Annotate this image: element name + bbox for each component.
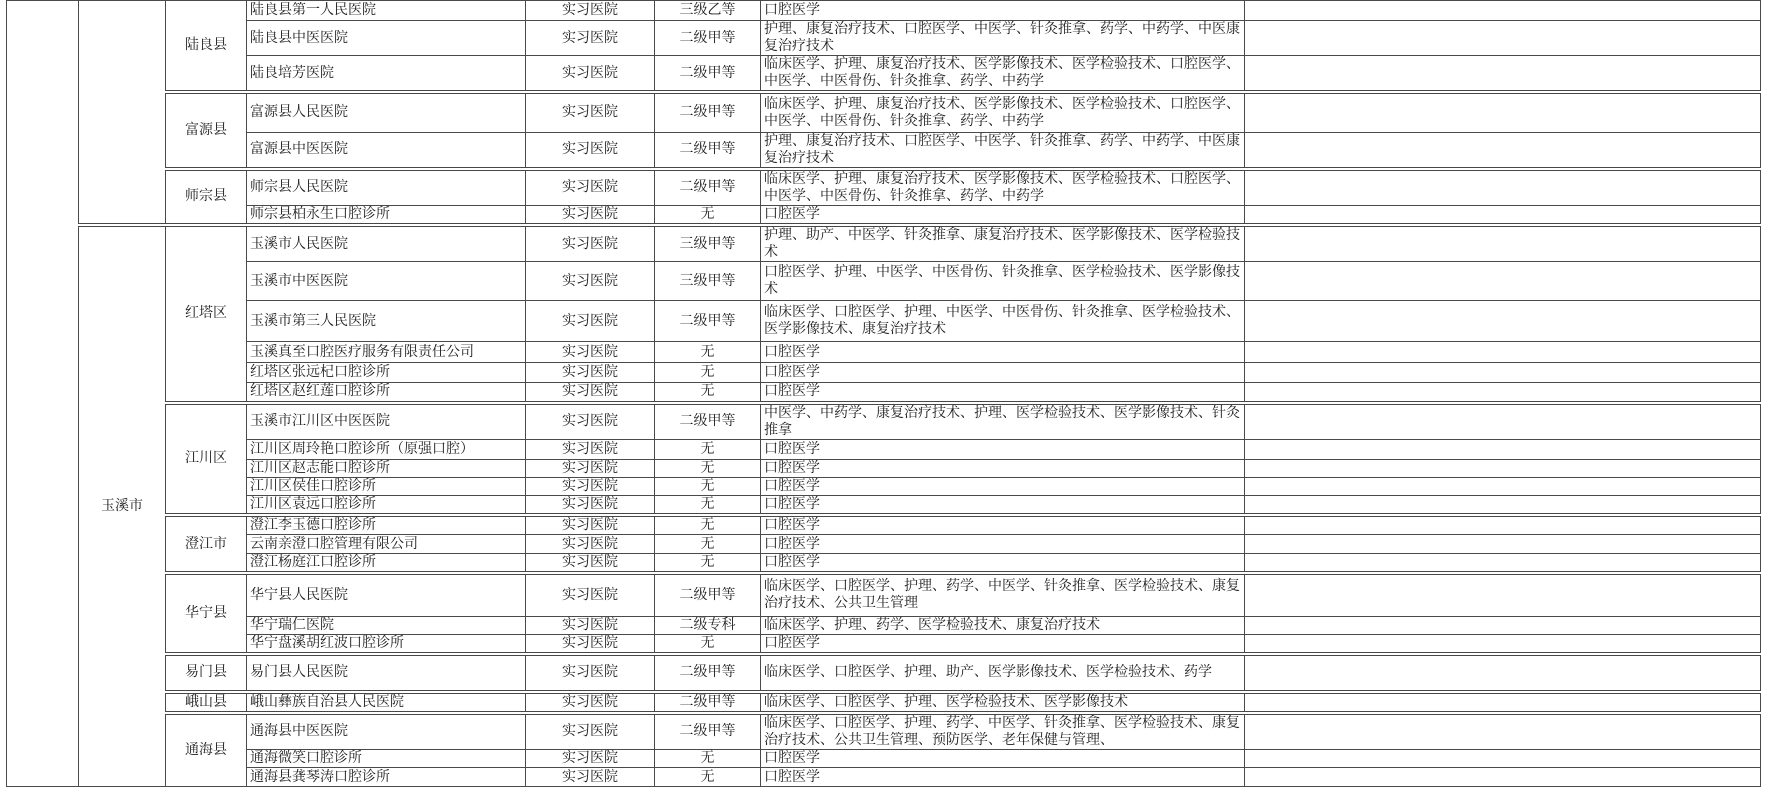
hospital-grade-cell: 无 (655, 363, 761, 383)
hospital-type-cell: 实习医院 (526, 92, 655, 132)
hospital-name-cell: 陆良县中医医院 (247, 21, 526, 56)
notes-cell (1245, 478, 1761, 496)
hospital-type-cell: 实习医院 (526, 750, 655, 768)
table-row (7, 262, 1761, 301)
table-row (7, 440, 1761, 460)
hospital-majors-cell: 临床医学、口腔医学、护理、药学、中医学、针灸推拿、医学检验技术、康复治疗技术、公共卫生管理 (761, 573, 1245, 616)
hospital-type-cell: 实习医院 (526, 403, 655, 440)
hospital-majors-cell: 护理、助产、中医学、针灸推拿、康复治疗技术、医学影像技术、医学检验技术 (761, 225, 1245, 262)
hospital-name-cell: 澄江杨庭江口腔诊所 (247, 554, 526, 574)
hospital-majors-cell: 口腔医学 (761, 363, 1245, 383)
table-row (7, 616, 1761, 634)
hospital-majors-cell: 口腔医学 (761, 634, 1245, 654)
hospital-grade-cell: 无 (655, 383, 761, 403)
table-row (7, 654, 1761, 692)
hospital-grade-cell: 二级甲等 (655, 132, 761, 169)
hospital-grade-cell: 无 (655, 460, 761, 478)
notes-cell (1245, 634, 1761, 654)
county-cell: 华宁县 (166, 573, 247, 654)
table-row (7, 205, 1761, 225)
hospital-name-cell: 江川区袁远口腔诊所 (247, 496, 526, 516)
province-cell (7, 1, 79, 787)
hospital-type-cell: 实习医院 (526, 1, 655, 21)
hospital-majors-cell: 口腔医学 (761, 1, 1245, 21)
notes-cell (1245, 1, 1761, 21)
notes-cell (1245, 713, 1761, 750)
hospital-accreditation-table (6, 0, 1761, 787)
hospital-grade-cell: 三级乙等 (655, 1, 761, 21)
hospital-name-cell: 富源县中医医院 (247, 132, 526, 169)
table-row (7, 515, 1761, 535)
notes-cell (1245, 262, 1761, 301)
hospital-grade-cell: 二级甲等 (655, 573, 761, 616)
hospital-name-cell: 玉溪市第三人民医院 (247, 301, 526, 342)
hospital-majors-cell: 中医学、中药学、康复治疗技术、护理、医学检验技术、医学影像技术、针灸推拿 (761, 403, 1245, 440)
table-row (7, 1, 1761, 21)
hospital-majors-cell: 口腔医学 (761, 496, 1245, 516)
hospital-majors-cell: 临床医学、口腔医学、护理、助产、医学影像技术、医学检验技术、药学 (761, 654, 1245, 692)
hospital-grade-cell: 二级专科 (655, 616, 761, 634)
hospital-name-cell: 玉溪市人民医院 (247, 225, 526, 262)
hospital-name-cell: 红塔区张远杞口腔诊所 (247, 363, 526, 383)
hospital-type-cell: 实习医院 (526, 460, 655, 478)
county-cell: 师宗县 (166, 169, 247, 226)
hospital-name-cell: 华宁县人民医院 (247, 573, 526, 616)
hospital-type-cell: 实习医院 (526, 169, 655, 206)
county-cell: 澄江市 (166, 515, 247, 573)
table-row (7, 478, 1761, 496)
hospital-majors-cell: 临床医学、护理、康复治疗技术、医学影像技术、医学检验技术、口腔医学、中医学、中医骨伤、针灸推拿、药学、中药学 (761, 92, 1245, 132)
county-cell: 通海县 (166, 713, 247, 787)
hospital-grade-cell: 无 (655, 478, 761, 496)
hospital-type-cell: 实习医院 (526, 616, 655, 634)
table-row (7, 225, 1761, 262)
notes-cell (1245, 440, 1761, 460)
notes-cell (1245, 92, 1761, 132)
notes-cell (1245, 692, 1761, 713)
table-row (7, 169, 1761, 206)
table-row (7, 750, 1761, 768)
hospital-type-cell: 实习医院 (526, 654, 655, 692)
hospital-name-cell: 江川区赵志能口腔诊所 (247, 460, 526, 478)
table-row (7, 363, 1761, 383)
notes-cell (1245, 654, 1761, 692)
hospital-name-cell: 玉溪市中医医院 (247, 262, 526, 301)
hospital-majors-cell: 临床医学、口腔医学、护理、药学、中医学、针灸推拿、医学检验技术、康复治疗技术、公共卫生管理、预防医学、老年保健与管理、 (761, 713, 1245, 750)
hospital-majors-cell: 口腔医学 (761, 515, 1245, 535)
hospital-type-cell: 实习医院 (526, 634, 655, 654)
hospital-majors-cell: 口腔医学 (761, 460, 1245, 478)
notes-cell (1245, 768, 1761, 787)
hospital-grade-cell: 无 (655, 342, 761, 363)
city-cell: 玉溪市 (79, 225, 166, 787)
hospital-majors-cell: 临床医学、口腔医学、护理、中医学、中医骨伤、针灸推拿、医学检验技术、医学影像技术、康复治疗技术 (761, 301, 1245, 342)
county-cell: 陆良县 (166, 1, 247, 93)
hospital-majors-cell: 护理、康复治疗技术、口腔医学、中医学、针灸推拿、药学、中药学、中医康复治疗技术 (761, 21, 1245, 56)
hospital-majors-cell: 口腔医学 (761, 440, 1245, 460)
table-row (7, 92, 1761, 132)
county-cell: 峨山县 (166, 692, 247, 713)
table-row (7, 768, 1761, 787)
hospital-grade-cell: 无 (655, 768, 761, 787)
hospital-name-cell: 云南亲澄口腔管理有限公司 (247, 535, 526, 554)
hospital-type-cell: 实习医院 (526, 554, 655, 574)
hospital-grade-cell: 二级甲等 (655, 21, 761, 56)
notes-cell (1245, 21, 1761, 56)
hospital-majors-cell: 临床医学、护理、康复治疗技术、医学影像技术、医学检验技术、口腔医学、中医学、中医骨伤、针灸推拿、药学、中药学 (761, 56, 1245, 93)
hospital-type-cell: 实习医院 (526, 132, 655, 169)
hospital-type-cell: 实习医院 (526, 262, 655, 301)
hospital-name-cell: 富源县人民医院 (247, 92, 526, 132)
hospital-grade-cell: 三级甲等 (655, 225, 761, 262)
hospital-majors-cell: 口腔医学、护理、中医学、中医骨伤、针灸推拿、医学检验技术、医学影像技术 (761, 262, 1245, 301)
notes-cell (1245, 169, 1761, 206)
hospital-majors-cell: 护理、康复治疗技术、口腔医学、中医学、针灸推拿、药学、中药学、中医康复治疗技术 (761, 132, 1245, 169)
hospital-grade-cell: 无 (655, 634, 761, 654)
notes-cell (1245, 132, 1761, 169)
table-row (7, 713, 1761, 750)
hospital-type-cell: 实习医院 (526, 363, 655, 383)
hospital-grade-cell: 无 (655, 440, 761, 460)
city-cell (79, 1, 166, 226)
notes-cell (1245, 363, 1761, 383)
hospital-type-cell: 实习医院 (526, 440, 655, 460)
hospital-type-cell: 实习医院 (526, 225, 655, 262)
hospital-name-cell: 通海县龚琴涛口腔诊所 (247, 768, 526, 787)
hospital-type-cell: 实习医院 (526, 21, 655, 56)
hospital-type-cell: 实习医院 (526, 535, 655, 554)
notes-cell (1245, 573, 1761, 616)
hospital-grade-cell: 二级甲等 (655, 403, 761, 440)
hospital-type-cell: 实习医院 (526, 515, 655, 535)
table-row (7, 342, 1761, 363)
table-row (7, 554, 1761, 574)
hospital-grade-cell: 无 (655, 535, 761, 554)
hospital-table-body (7, 1, 1761, 787)
hospital-majors-cell: 口腔医学 (761, 383, 1245, 403)
hospital-name-cell: 陆良县第一人民医院 (247, 1, 526, 21)
hospital-name-cell: 陆良培芳医院 (247, 56, 526, 93)
table-row (7, 496, 1761, 516)
hospital-majors-cell: 口腔医学 (761, 554, 1245, 574)
county-cell: 江川区 (166, 403, 247, 516)
notes-cell (1245, 515, 1761, 535)
notes-cell (1245, 56, 1761, 93)
notes-cell (1245, 301, 1761, 342)
hospital-name-cell: 江川区侯佳口腔诊所 (247, 478, 526, 496)
hospital-grade-cell: 二级甲等 (655, 56, 761, 93)
hospital-name-cell: 江川区周玲艳口腔诊所（原强口腔） (247, 440, 526, 460)
table-row (7, 56, 1761, 93)
hospital-grade-cell: 三级甲等 (655, 262, 761, 301)
table-row (7, 403, 1761, 440)
hospital-type-cell: 实习医院 (526, 573, 655, 616)
hospital-majors-cell: 口腔医学 (761, 205, 1245, 225)
hospital-name-cell: 师宗县人民医院 (247, 169, 526, 206)
county-cell: 富源县 (166, 92, 247, 169)
notes-cell (1245, 205, 1761, 225)
notes-cell (1245, 535, 1761, 554)
table-row (7, 634, 1761, 654)
hospital-grade-cell: 二级甲等 (655, 692, 761, 713)
hospital-type-cell: 实习医院 (526, 383, 655, 403)
hospital-type-cell: 实习医院 (526, 692, 655, 713)
hospital-majors-cell: 口腔医学 (761, 768, 1245, 787)
notes-cell (1245, 225, 1761, 262)
hospital-type-cell: 实习医院 (526, 713, 655, 750)
hospital-majors-cell: 口腔医学 (761, 535, 1245, 554)
hospital-name-cell: 澄江李玉德口腔诊所 (247, 515, 526, 535)
notes-cell (1245, 403, 1761, 440)
table-row (7, 21, 1761, 56)
hospital-type-cell: 实习医院 (526, 205, 655, 225)
hospital-grade-cell: 二级甲等 (655, 92, 761, 132)
table-row (7, 535, 1761, 554)
hospital-majors-cell: 口腔医学 (761, 342, 1245, 363)
hospital-grade-cell: 二级甲等 (655, 713, 761, 750)
hospital-grade-cell: 无 (655, 515, 761, 535)
notes-cell (1245, 554, 1761, 574)
hospital-majors-cell: 临床医学、护理、药学、医学检验技术、康复治疗技术 (761, 616, 1245, 634)
hospital-type-cell: 实习医院 (526, 342, 655, 363)
hospital-majors-cell: 口腔医学 (761, 750, 1245, 768)
county-cell: 易门县 (166, 654, 247, 692)
hospital-grade-cell: 无 (655, 496, 761, 516)
hospital-name-cell: 通海县中医医院 (247, 713, 526, 750)
hospital-majors-cell: 临床医学、护理、康复治疗技术、医学影像技术、医学检验技术、口腔医学、中医学、中医骨伤、针灸推拿、药学、中药学 (761, 169, 1245, 206)
hospital-grade-cell: 二级甲等 (655, 169, 761, 206)
hospital-name-cell: 峨山彝族自治县人民医院 (247, 692, 526, 713)
hospital-type-cell: 实习医院 (526, 496, 655, 516)
hospital-name-cell: 红塔区赵红莲口腔诊所 (247, 383, 526, 403)
table-row (7, 132, 1761, 169)
hospital-grade-cell: 无 (655, 750, 761, 768)
hospital-name-cell: 华宁盘溪胡红波口腔诊所 (247, 634, 526, 654)
notes-cell (1245, 383, 1761, 403)
notes-cell (1245, 616, 1761, 634)
hospital-name-cell: 易门县人民医院 (247, 654, 526, 692)
table-row (7, 460, 1761, 478)
hospital-grade-cell: 二级甲等 (655, 654, 761, 692)
hospital-type-cell: 实习医院 (526, 768, 655, 787)
hospital-type-cell: 实习医院 (526, 56, 655, 93)
table-row (7, 383, 1761, 403)
notes-cell (1245, 750, 1761, 768)
table-row (7, 573, 1761, 616)
table-row (7, 692, 1761, 713)
hospital-grade-cell: 无 (655, 205, 761, 225)
county-cell: 红塔区 (166, 225, 247, 403)
hospital-name-cell: 华宁瑞仁医院 (247, 616, 526, 634)
table-row (7, 301, 1761, 342)
hospital-type-cell: 实习医院 (526, 301, 655, 342)
hospital-name-cell: 玉溪真至口腔医疗服务有限责任公司 (247, 342, 526, 363)
hospital-type-cell: 实习医院 (526, 478, 655, 496)
hospital-name-cell: 玉溪市江川区中医医院 (247, 403, 526, 440)
hospital-grade-cell: 无 (655, 554, 761, 574)
notes-cell (1245, 460, 1761, 478)
notes-cell (1245, 496, 1761, 516)
hospital-name-cell: 通海微笑口腔诊所 (247, 750, 526, 768)
hospital-majors-cell: 临床医学、口腔医学、护理、医学检验技术、医学影像技术 (761, 692, 1245, 713)
hospital-majors-cell: 口腔医学 (761, 478, 1245, 496)
hospital-name-cell: 师宗县柏永生口腔诊所 (247, 205, 526, 225)
notes-cell (1245, 342, 1761, 363)
hospital-grade-cell: 二级甲等 (655, 301, 761, 342)
